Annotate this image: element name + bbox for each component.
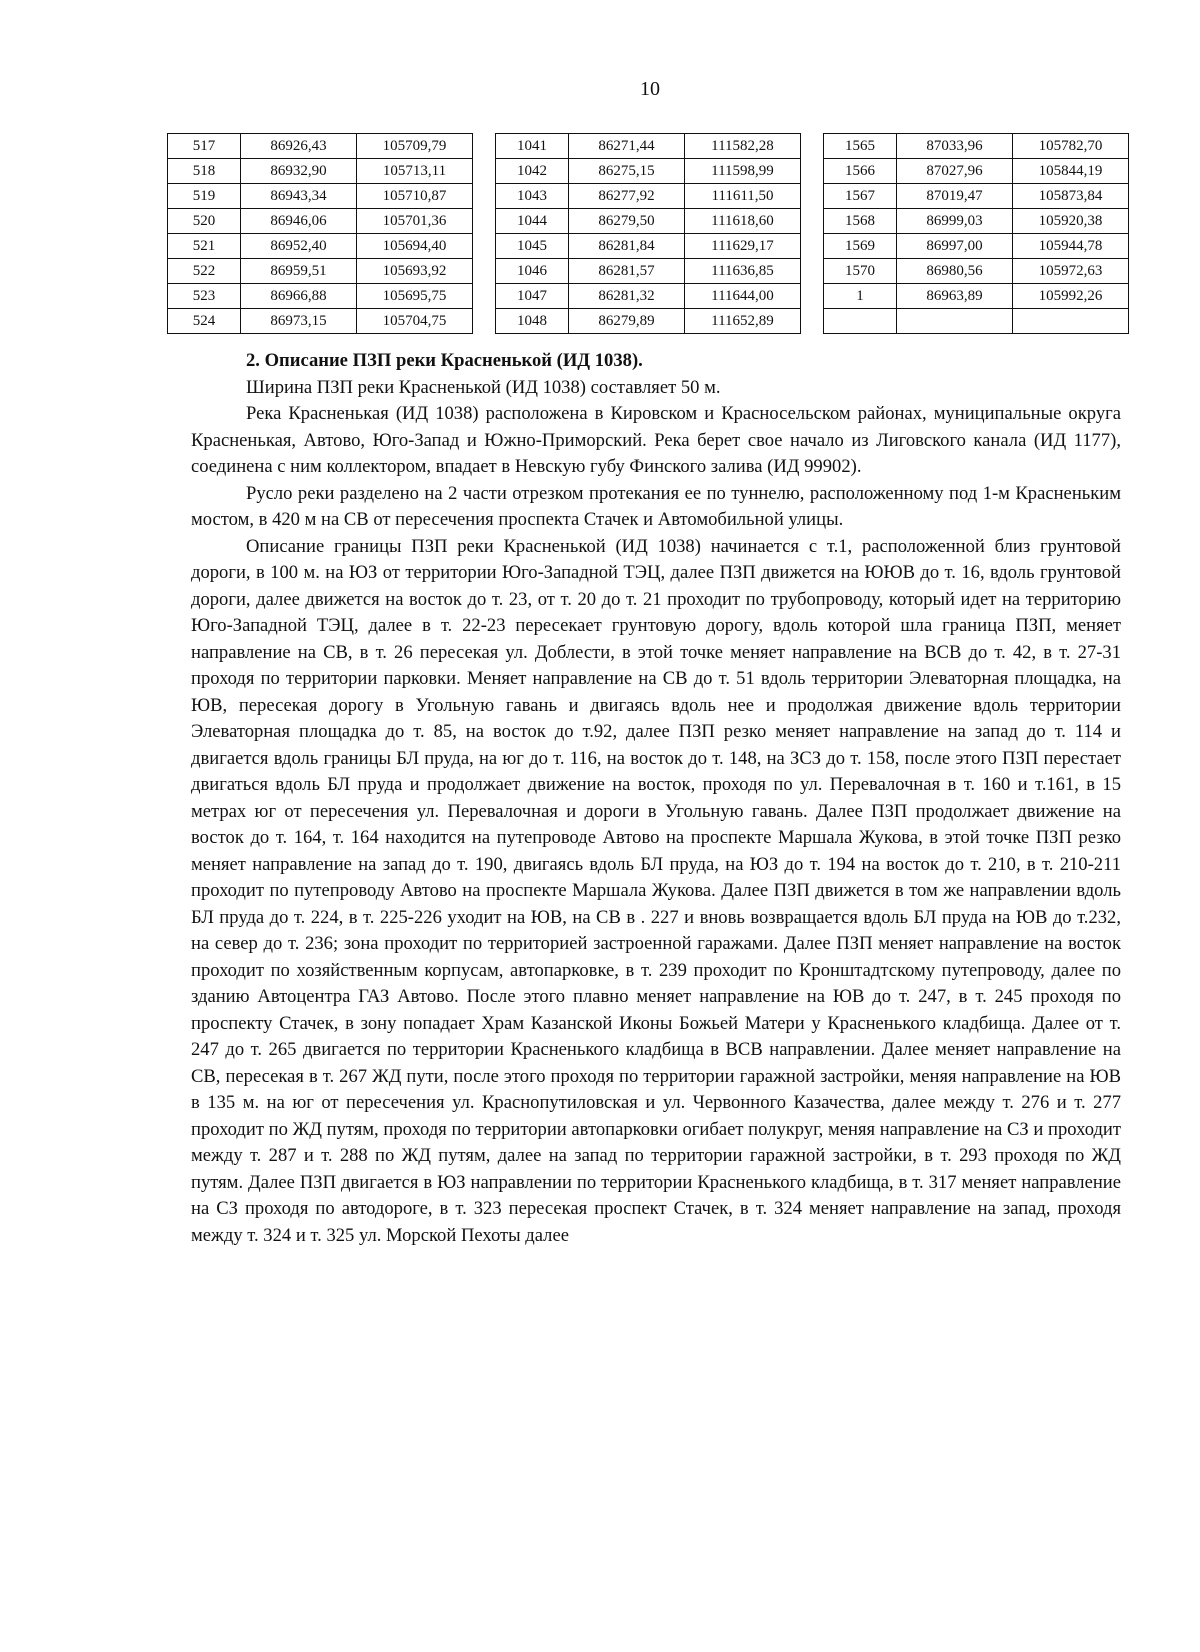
section-heading: 2. Описание ПЗП реки Красненькой (ИД 1038).: [246, 350, 643, 371]
coordinate-cell: 86997,00: [897, 234, 1013, 259]
point-id-cell: 1566: [824, 159, 897, 184]
coordinate-cell: 86926,43: [241, 134, 357, 159]
column-gap: [801, 209, 824, 234]
point-id-cell: 1045: [496, 234, 569, 259]
section-text: [191, 348, 1121, 1249]
coordinate-cell: 105844,19: [1013, 159, 1129, 184]
column-gap: [801, 159, 824, 184]
point-id-cell: 1: [824, 284, 897, 309]
coordinate-cell: 105873,84: [1013, 184, 1129, 209]
point-id-cell: 517: [168, 134, 241, 159]
table-row: [168, 134, 1129, 159]
point-id-cell: 519: [168, 184, 241, 209]
coordinate-cell: [897, 309, 1013, 334]
coordinate-cell: 86946,06: [241, 209, 357, 234]
point-id-cell: 518: [168, 159, 241, 184]
coordinate-cell: 105704,75: [357, 309, 473, 334]
coordinate-cell: 105782,70: [1013, 134, 1129, 159]
coordinate-cell: 87027,96: [897, 159, 1013, 184]
coordinate-cell: 86932,90: [241, 159, 357, 184]
paragraph: Ширина ПЗП реки Красненькой (ИД 1038) составляет 50 м.: [246, 376, 721, 398]
column-gap: [473, 284, 496, 309]
column-gap: [473, 209, 496, 234]
point-id-cell: 523: [168, 284, 241, 309]
coordinate-cell: 111582,28: [685, 134, 801, 159]
coordinate-cell: 86281,84: [569, 234, 685, 259]
point-id-cell: 1044: [496, 209, 569, 234]
coordinate-cell: 111618,60: [685, 209, 801, 234]
point-id-cell: 1570: [824, 259, 897, 284]
coordinate-cell: 86943,34: [241, 184, 357, 209]
coordinate-cell: 86999,03: [897, 209, 1013, 234]
coordinate-cell: 86966,88: [241, 284, 357, 309]
table-row: [168, 284, 1129, 309]
coordinate-cell: [1013, 309, 1129, 334]
coordinate-cell: 105693,92: [357, 259, 473, 284]
coordinate-cell: 105695,75: [357, 284, 473, 309]
point-id-cell: 521: [168, 234, 241, 259]
coordinate-cell: 86279,50: [569, 209, 685, 234]
coordinate-cell: 105709,79: [357, 134, 473, 159]
coordinate-cell: 86281,32: [569, 284, 685, 309]
point-id-cell: 1042: [496, 159, 569, 184]
coordinate-cell: 86275,15: [569, 159, 685, 184]
coordinate-cell: 86980,56: [897, 259, 1013, 284]
coordinate-cell: 111652,89: [685, 309, 801, 334]
coordinate-cell: 105694,40: [357, 234, 473, 259]
point-id-cell: 1046: [496, 259, 569, 284]
column-gap: [473, 134, 496, 159]
table-row: [168, 184, 1129, 209]
point-id-cell: 1569: [824, 234, 897, 259]
coordinate-cell: 105972,63: [1013, 259, 1129, 284]
coordinate-cell: 105713,11: [357, 159, 473, 184]
page-number: 10: [640, 78, 660, 100]
column-gap: [801, 259, 824, 284]
column-gap: [801, 284, 824, 309]
point-id-cell: 522: [168, 259, 241, 284]
coordinate-cell: 86963,89: [897, 284, 1013, 309]
table-row: [168, 234, 1129, 259]
point-id-cell: 520: [168, 209, 241, 234]
table-row: [168, 259, 1129, 284]
column-gap: [801, 234, 824, 259]
column-gap: [473, 159, 496, 184]
point-id-cell: 1568: [824, 209, 897, 234]
point-id-cell: 1048: [496, 309, 569, 334]
coordinate-cell: 111629,17: [685, 234, 801, 259]
point-id-cell: 1565: [824, 134, 897, 159]
coordinate-cell: 105992,26: [1013, 284, 1129, 309]
column-gap: [473, 184, 496, 209]
paragraph: Описание границы ПЗП реки Красненькой (ИД 1038) начинается с т.1, расположенной близ грунтовой дороги, в 100 м. на ЮЗ от территории Юго-Западной ТЭЦ, далее ПЗП движется на ЮЮВ до т. 16, вдоль грунтовой дороги, далее движется на восток до т. 23, от т. 20 до т. 21 проходит по трубопроводу, который идет на территорию Юго-Западной ТЭЦ, далее в т. 22-23 пересекает грунтовую дорогу, вдоль которой шла граница ПЗП, меняет направление на СВ, в т. 26 пересекая ул. Доблести, в этой точке меняет направление на ВСВ до т. 42, в т. 27-31 проходя по территории парковки. Меняет направление на СВ до т. 51 вдоль территории Элеваторная площадка, на ЮВ, пересекая дорогу в Угольную гавань и двигаясь вдоль нее и продолжая движение вдоль территории Элеваторная площадка до т. 85, на восток до т.92, далее ПЗП резко меняет направление на запад до т. 114 и двигается вдоль границы БЛ пруда, на юг до т. 116, на восток до т. 148, на ЗСЗ до т. 158, после этого ПЗП перестает двигаться вдоль БЛ пруда и продолжает движение на восток, проходя по ул. Перевалочная в т. 160 и т.161, в 15 метрах юг от пересечения ул. Перевалочная и дороги в Угольную гавань. Далее ПЗП продолжает движение на восток до т. 164, т. 164 находится на путепроводе Автово на проспекте Маршала Жукова, в этой точке ПЗП резко меняет направление на запад до т. 190, двигаясь вдоль БЛ пруда, на ЮЗ до т. 194 на восток до т. 210, в т. 210-211 проходит по путепроводу Автово на проспекте Маршала Жукова. Далее ПЗП движется в том же направлении вдоль БЛ пруда до т. 224, в т. 225-226 уходит на ЮВ, на СВ в . 227 и вновь возвращается вдоль БЛ пруда на ЮВ до т.232, на север до т. 236; зона проходит по территорией застроенной гаражами. Далее ПЗП меняет направление на восток проходит по хозяйственным корпусам, автопарковке, в т. 239 проходит по Кронштадтскому путепроводу, далее по зданию Автоцентра ГАЗ Автово. После этого плавно меняет направление на ЮВ до т. 247, в т. 245 проходя по проспекту Стачек, в зону попадает Храм Казанской Иконы Божьей Матери у Красненького кладбища. Далее от т. 247 до т. 265 двигается по территории Красненького кладбища в ВСВ направлении. Далее меняет направление на СВ, пересекая в т. 267 ЖД пути, после этого проходя по территории гаражной застройки, меняя направление на ЮВ в 135 м. на юг от пересечения ул. Краснопутиловская и ул. Червонного Казачества, далее между т. 276 и т. 277 проходит по ЖД путям, проходя по территории автопарковки огибает полукруг, меняя направление на СЗ и проходит между т. 287 и т. 288 по ЖД путям, далее на запад по территории гаражной застройки, в т. 293 проходя по ЖД путям. Далее ПЗП двигается в ЮЗ направлении по территории Красненького кладбища, в т. 317 меняет направление на СЗ проходя по автодороге, в т. 323 пересекая проспект Стачек, в т. 324 меняет направление на запад, проходя между т. 324 и т. 325 ул. Морской Пехоты далее: [191, 535, 1121, 1246]
column-gap: [801, 184, 824, 209]
coordinate-cell: 105944,78: [1013, 234, 1129, 259]
coordinate-cell: 86279,89: [569, 309, 685, 334]
coordinate-cell: 87033,96: [897, 134, 1013, 159]
coordinate-cell: 111598,99: [685, 159, 801, 184]
point-id-cell: 1043: [496, 184, 569, 209]
coordinate-cell: 105710,87: [357, 184, 473, 209]
coordinate-cell: 86271,44: [569, 134, 685, 159]
table-row: [168, 209, 1129, 234]
table-row: [168, 309, 1129, 334]
column-gap: [801, 309, 824, 334]
column-gap: [801, 134, 824, 159]
coordinate-cell: 105701,36: [357, 209, 473, 234]
coordinate-cell: 86281,57: [569, 259, 685, 284]
coordinate-cell: 86973,15: [241, 309, 357, 334]
column-gap: [473, 259, 496, 284]
coordinate-cell: 105920,38: [1013, 209, 1129, 234]
paragraph: Река Красненькая (ИД 1038) расположена в Кировском и Красносельском районах, муниципальные округа Красненькая, Автово, Юго-Запад и Южно-Приморский. Река берет свое начало из Лиговского канала (ИД 1177), соединена с ним коллектором, впадает в Невскую губу Финского залива (ИД 99902).: [191, 403, 1121, 477]
point-id-cell: [824, 309, 897, 334]
coordinate-cell: 111636,85: [685, 259, 801, 284]
coordinate-table: [167, 133, 1129, 334]
coordinate-cell: 111611,50: [685, 184, 801, 209]
table-row: [168, 159, 1129, 184]
point-id-cell: 1047: [496, 284, 569, 309]
coordinate-cell: 86952,40: [241, 234, 357, 259]
column-gap: [473, 234, 496, 259]
paragraph: Русло реки разделено на 2 части отрезком протекания ее по туннелю, расположенному под 1-м Красненьким мостом, в 420 м на СВ от пересечения проспекта Стачек и Автомобильной улицы.: [191, 482, 1121, 530]
point-id-cell: 1567: [824, 184, 897, 209]
point-id-cell: 1041: [496, 134, 569, 159]
point-id-cell: 524: [168, 309, 241, 334]
column-gap: [473, 309, 496, 334]
coordinate-cell: 86277,92: [569, 184, 685, 209]
coordinate-cell: 86959,51: [241, 259, 357, 284]
coordinate-cell: 87019,47: [897, 184, 1013, 209]
coordinate-cell: 111644,00: [685, 284, 801, 309]
